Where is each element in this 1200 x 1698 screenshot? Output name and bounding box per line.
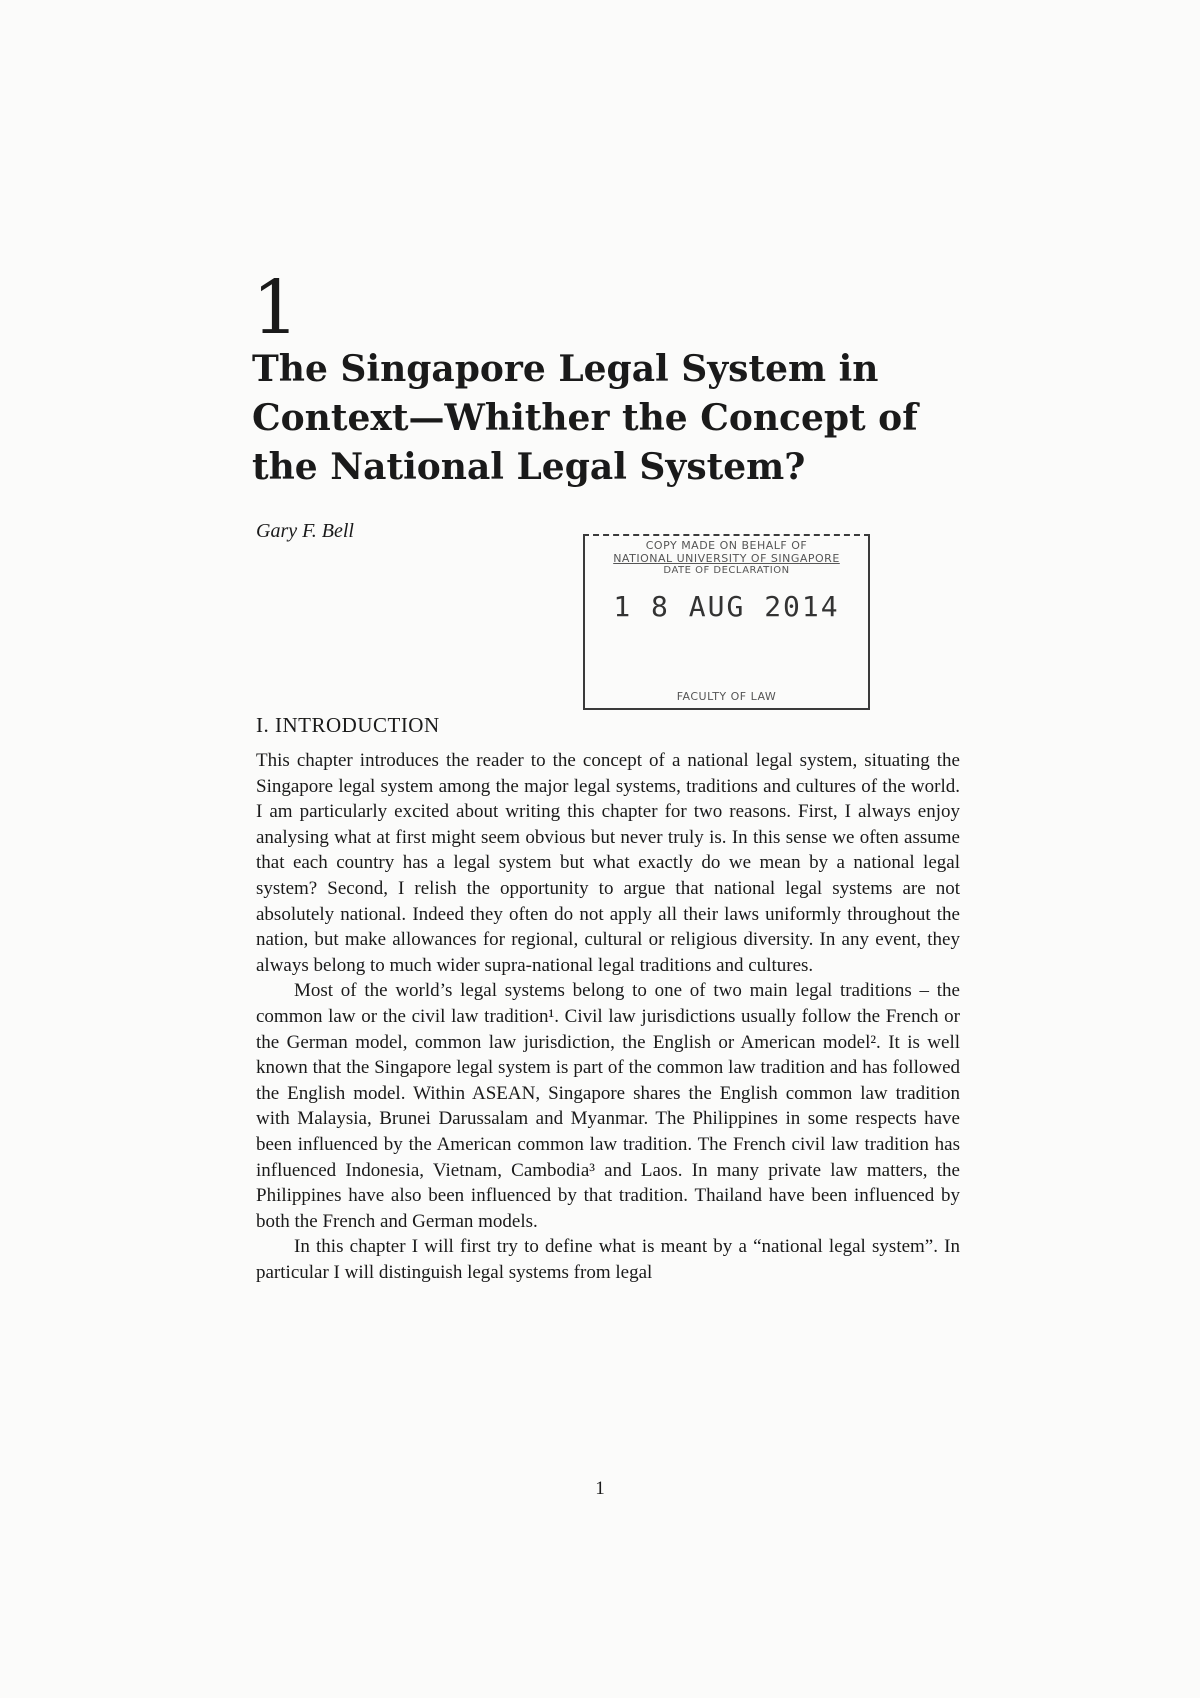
paragraph: In this chapter I will first try to define what is meant by a “national legal system”. In particular I will distinguish legal systems from legal (256, 1236, 960, 1283)
stamp-footer: FACULTY OF LAW (676, 690, 777, 703)
stamp-date: 1 8 AUG 2014 (613, 590, 840, 623)
page-number: 1 (595, 1478, 605, 1499)
stamp-line-2: NATIONAL UNIVERSITY OF SINGAPORE (613, 552, 840, 565)
body-text (256, 748, 960, 1285)
author-name: Gary F. Bell (256, 520, 354, 542)
stamp-line-1: COPY MADE ON BEHALF OF (645, 539, 808, 552)
stamp-line-3: DATE OF DECLARATION (663, 565, 790, 576)
paragraph: This chapter introduces the reader to the concept of a national legal system, situating the Singapore legal system among the major legal systems, traditions and cultures of the world. I am particularly excited about writing this chapter for two reasons. First, I always enjoy analysing what at first might seem obvious but never truly is. In this sense we often assume that each country has a legal system but what exactly do we mean by a national legal system? Second, I relish the opportunity to argue that national legal systems are not absolutely national. Indeed they often do not apply all their laws uniformly throughout the nation, but make allowances for regional, cultural or religious diversity. In any event, they always belong to much wider supra-national legal traditions and cultures. (256, 750, 960, 976)
paragraph: Most of the world’s legal systems belong to one of two main legal traditions – the common law or the civil law tradition¹. Civil law jurisdictions usually follow the French or the German model, common law jurisdiction, the English or American model². It is well known that the Singapore legal system is part of the common law tradition and has followed the English model. Within ASEAN, Singapore shares the English common law tradition with Malaysia, Brunei Darussalam and Myanmar. The Philippines in some respects have been influenced by the American common law tradition. The French civil law tradition has influenced Indonesia, Vietnam, Cambodia³ and Laos. In many private law matters, the Philippines have also been influenced by that tradition. Thailand have been influenced by both the French and German models. (256, 980, 960, 1232)
section-heading: I. INTRODUCTION (256, 713, 440, 737)
library-copy-stamp (583, 534, 870, 710)
chapter-title: The Singapore Legal System in Context—Whither the Concept of the National Legal System? (252, 348, 918, 488)
chapter-number: 1 (252, 265, 300, 351)
